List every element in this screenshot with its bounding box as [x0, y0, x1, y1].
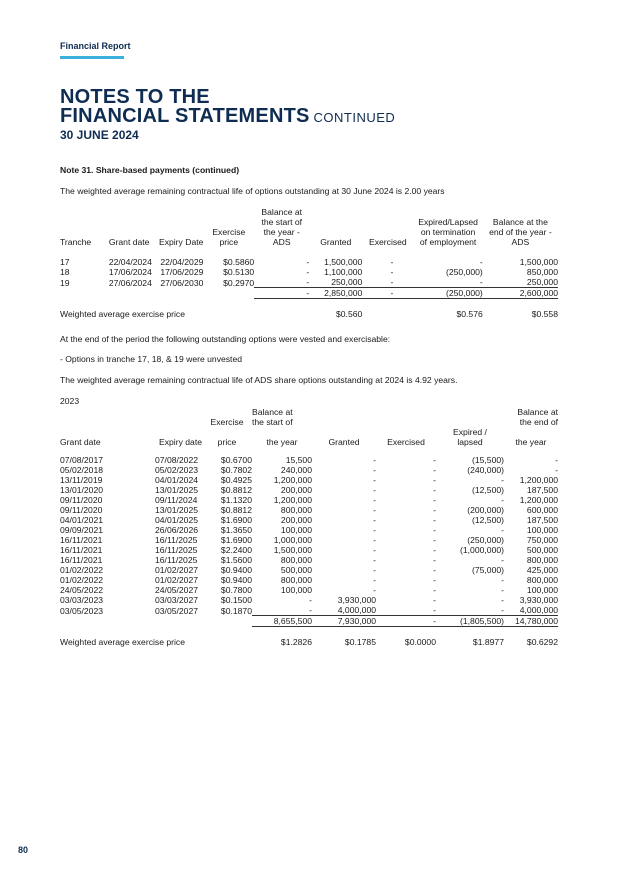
cell: 250,000: [309, 277, 362, 288]
cell: -: [373, 575, 376, 585]
table-row: [60, 535, 558, 545]
cell: $0.1500: [220, 595, 252, 605]
table-row: [60, 495, 558, 505]
cell: -: [373, 555, 376, 565]
vested-text: At the end of the period the following outstanding options were vested and exercisable:: [60, 334, 391, 344]
t2-h-balstart-2: the start of: [252, 417, 293, 427]
cell: (250,000): [467, 535, 504, 545]
cell: -: [254, 277, 309, 288]
cell: 03/03/2023: [60, 595, 104, 605]
cell: 17/06/2029: [160, 267, 204, 277]
table-row: [60, 605, 558, 616]
cell: 16/11/2025: [155, 535, 198, 545]
t1-h-tranche: Tranche: [60, 237, 92, 247]
cell: 1,200,000: [519, 475, 558, 485]
cell: -: [433, 535, 436, 545]
total-cell: (1,805,500): [436, 616, 504, 627]
t2-h-balend-3: the year: [515, 437, 547, 447]
cell: 26/06/2026: [155, 525, 199, 535]
cell: $0.2970: [223, 277, 255, 288]
cell: $0.6700: [220, 455, 252, 465]
cell: 100,000: [526, 525, 558, 535]
table-row: [60, 475, 558, 485]
cell: 05/02/2023: [155, 465, 199, 475]
t1-h-expired-1: Expired/Lapsed: [418, 217, 478, 227]
wavg-label: Weighted average exercise price: [60, 637, 185, 647]
wavg-cell: $1.8977: [472, 637, 504, 647]
wavg-row: [60, 309, 558, 319]
cell: 1,200,000: [273, 475, 312, 485]
total-cell: 7,930,000: [312, 616, 376, 627]
cell: 09/11/2020: [60, 495, 103, 505]
cell: -: [501, 525, 504, 535]
cell: -: [252, 605, 312, 616]
total-cell: -: [376, 616, 436, 627]
cell: 16/11/2021: [60, 535, 103, 545]
cell: 09/11/2024: [155, 495, 198, 505]
t2-h-exercise-2: price: [217, 437, 237, 447]
cell: 1,200,000: [519, 495, 558, 505]
cell: 13/11/2019: [60, 475, 103, 485]
t1-h-balstart-1: Balance at: [261, 207, 303, 217]
t1-h-balend-3: ADS: [511, 237, 530, 247]
page-number: 80: [18, 845, 29, 855]
year-heading: 2023: [60, 396, 80, 406]
wavg-cell: $0.0000: [404, 637, 436, 647]
cell: $1.3650: [220, 525, 252, 535]
cell: 1,500,000: [519, 257, 558, 267]
table-row: [60, 277, 558, 288]
t2-h-exercised: Exercised: [387, 437, 425, 447]
cell: -: [373, 485, 376, 495]
cell: 15,500: [285, 455, 312, 465]
cell: -: [433, 465, 436, 475]
cell: -: [373, 525, 376, 535]
cell: -: [501, 575, 504, 585]
cell: 850,000: [526, 267, 558, 277]
page-date: 30 JUNE 2024: [60, 128, 139, 142]
intro-text: The weighted average remaining contractual life of options outstanding at 30 June 2024 is 2.00 years: [60, 186, 445, 196]
cell: 07/08/2022: [155, 455, 199, 465]
table-row: [60, 267, 558, 277]
table-2024-options: [60, 207, 558, 319]
cell: 750,000: [526, 535, 558, 545]
cell: (75,000): [471, 565, 504, 575]
cell: -: [433, 525, 436, 535]
cell: -: [501, 585, 504, 595]
t1-h-balstart-4: ADS: [272, 237, 291, 247]
cell: -: [373, 495, 376, 505]
cell: 05/02/2018: [60, 465, 104, 475]
cell: 1,100,000: [324, 267, 363, 277]
page-title-main: FINANCIAL STATEMENTS: [60, 105, 310, 127]
cell: $0.4925: [220, 475, 252, 485]
cell: 07/08/2017: [60, 455, 104, 465]
cell: 03/05/2027: [155, 605, 199, 616]
cell: 200,000: [280, 515, 312, 525]
cell: 13/01/2025: [155, 505, 199, 515]
cell: -: [501, 475, 504, 485]
header-accent-bar: [60, 56, 124, 59]
cell: -: [479, 257, 483, 267]
cell: 13/01/2025: [155, 485, 199, 495]
cell: 3,930,000: [519, 595, 558, 605]
cell: 01/02/2022: [60, 575, 104, 585]
cell: 17/06/2024: [108, 267, 152, 277]
page-title-line1: NOTES TO THE: [60, 86, 210, 108]
t2-h-expired-2: lapsed: [457, 437, 483, 447]
cell: (200,000): [467, 505, 504, 515]
cell: -: [433, 495, 436, 505]
cell: 4,000,000: [504, 605, 558, 616]
t2-h-granted: Granted: [328, 437, 360, 447]
total-cell: 14,780,000: [504, 616, 558, 627]
wavg-cell: $0.576: [456, 309, 483, 319]
cell: (1,000,000): [460, 545, 504, 555]
cell: 16/11/2021: [60, 555, 103, 565]
cell: 4,000,000: [312, 605, 376, 616]
cell: -: [373, 505, 376, 515]
t1-h-granted: Granted: [320, 237, 352, 247]
table-row: [60, 565, 558, 575]
cell: -: [433, 505, 436, 515]
cell: 1,200,000: [273, 495, 312, 505]
cell: (250,000): [445, 267, 483, 277]
t1-h-balstart-3: the year -: [263, 227, 300, 237]
cell: -: [373, 565, 376, 575]
cell: $1.6900: [220, 535, 252, 545]
cell: 1,500,000: [273, 545, 312, 555]
wavg-label: Weighted average exercise price: [60, 309, 185, 319]
t1-h-balend-2: end of the year -: [489, 227, 552, 237]
table-row: [60, 257, 558, 267]
total-cell: -: [254, 288, 309, 299]
wavg-cell: $0.560: [336, 309, 363, 319]
cell: 100,000: [280, 585, 312, 595]
cell: -: [501, 595, 504, 605]
cell: 800,000: [280, 555, 312, 565]
cell: 03/05/2023: [60, 605, 104, 616]
cell: 16/11/2025: [155, 555, 198, 565]
cell: $0.9400: [220, 565, 252, 575]
t2-h-exercise-1: Exercise: [210, 417, 244, 427]
cell: -: [433, 515, 436, 525]
t1-h-exercised: Exercised: [368, 237, 407, 247]
cell: 27/06/2030: [160, 277, 204, 288]
cell: 04/01/2024: [155, 475, 199, 485]
cell: -: [501, 555, 504, 565]
cell: -: [373, 475, 376, 485]
table-row: [60, 465, 558, 475]
cell: 800,000: [526, 555, 558, 565]
cell: 04/01/2021: [60, 515, 104, 525]
cell: $0.8812: [220, 505, 252, 515]
cell: -: [306, 257, 310, 267]
cell: 03/03/2027: [155, 595, 199, 605]
t2-h-balend-2: the end of: [519, 417, 558, 427]
table-row: [60, 525, 558, 535]
cell: -: [390, 267, 394, 277]
t1-h-balstart-2: the start of: [261, 217, 303, 227]
cell: 100,000: [280, 525, 312, 535]
table-row: [60, 585, 558, 595]
cell: -: [555, 465, 558, 475]
page-title-continued: CONTINUED: [313, 110, 396, 125]
cell: -: [433, 455, 436, 465]
table-row: [60, 515, 558, 525]
cell: -: [433, 585, 436, 595]
cell: -: [433, 545, 436, 555]
cell: -: [433, 565, 436, 575]
cell: 800,000: [526, 575, 558, 585]
cell: 500,000: [526, 545, 558, 555]
cell: -: [373, 585, 376, 595]
cell: -: [433, 595, 436, 605]
wavg-cell: $0.558: [531, 309, 558, 319]
cell: -: [433, 555, 436, 565]
total-cell: 2,850,000: [309, 288, 362, 299]
t2-h-grant: Grant date: [60, 437, 101, 447]
t1-h-exercise-1: Exercise: [212, 227, 246, 237]
cell: -: [373, 515, 376, 525]
cell: 200,000: [280, 485, 312, 495]
t1-h-expired-2: on termination: [420, 227, 476, 237]
cell: 13/01/2020: [60, 485, 104, 495]
wavg-cell: $1.2826: [280, 637, 312, 647]
cell: $1.6900: [220, 515, 252, 525]
cell: 600,000: [526, 505, 558, 515]
t2-h-balend-1: Balance at: [517, 407, 558, 417]
cell: $1.1320: [220, 495, 252, 505]
cell: $0.5130: [223, 267, 255, 277]
t1-h-balend-1: Balance at the: [492, 217, 548, 227]
cell: 500,000: [280, 565, 312, 575]
note-heading: Note 31. Share-based payments (continued): [60, 165, 240, 175]
cell: 240,000: [280, 465, 312, 475]
cell: -: [413, 277, 482, 288]
cell: 3,930,000: [337, 595, 376, 605]
total-cell: 8,655,500: [252, 616, 312, 627]
cell: 1,000,000: [273, 535, 312, 545]
t1-h-expired-3: of employment: [419, 237, 477, 247]
cell: $0.5860: [223, 257, 255, 267]
cell: -: [373, 455, 376, 465]
cell: 24/05/2027: [155, 585, 199, 595]
cell: -: [433, 485, 436, 495]
page-title-line2: [60, 106, 395, 128]
cell: $1.5600: [220, 555, 252, 565]
cell: (12,500): [471, 515, 504, 525]
cell: 800,000: [280, 505, 312, 515]
cell: $0.7802: [220, 465, 252, 475]
table-total-row: [60, 616, 558, 627]
cell: 24/05/2022: [60, 585, 104, 595]
cell: 01/02/2027: [155, 565, 199, 575]
cell: 17: [60, 257, 70, 267]
cell: (240,000): [467, 465, 504, 475]
cell: -: [433, 475, 436, 485]
cell: $2.2400: [220, 545, 252, 555]
cell: 16/11/2021: [60, 545, 103, 555]
cell: -: [436, 605, 504, 616]
cell: -: [376, 605, 436, 616]
table-total-row: [60, 288, 558, 299]
cell: $0.7800: [220, 585, 252, 595]
cell: 425,000: [526, 565, 558, 575]
cell: 250,000: [483, 277, 558, 288]
cell: $0.8812: [220, 485, 252, 495]
t2-h-expiry: Expiry date: [159, 437, 202, 447]
cell: $0.9400: [220, 575, 252, 585]
cell: 1,500,000: [324, 257, 363, 267]
table-row: [60, 455, 558, 465]
cell: 27/06/2024: [108, 277, 152, 288]
ads-life-text: The weighted average remaining contractual life of ADS share options outstanding at 2024 is 4.92 years.: [60, 375, 458, 385]
total-cell: (250,000): [413, 288, 482, 299]
cell: (12,500): [471, 485, 504, 495]
cell: -: [373, 535, 376, 545]
cell: 16/11/2025: [155, 545, 198, 555]
cell: -: [309, 595, 312, 605]
table-row: [60, 485, 558, 495]
t1-h-grant: Grant date: [108, 237, 150, 247]
cell: $0.1870: [220, 605, 252, 616]
cell: -: [555, 455, 558, 465]
cell: -: [390, 257, 394, 267]
total-cell: -: [362, 288, 413, 299]
cell: -: [501, 495, 504, 505]
wavg-cell: $0.6292: [526, 637, 558, 647]
cell: 19: [60, 277, 70, 288]
unvested-text: - Options in tranche 17, 18, & 19 were unvested: [60, 354, 243, 364]
table-row: [60, 555, 558, 565]
table-2023-options: [60, 407, 558, 647]
t1-h-expiry: Expiry Date: [158, 237, 204, 247]
t1-h-exercise-2: price: [219, 237, 239, 247]
table-row: [60, 505, 558, 515]
cell: -: [306, 267, 310, 277]
cell: 22/04/2024: [108, 257, 152, 267]
cell: -: [362, 277, 413, 288]
wavg-row: [60, 637, 558, 647]
cell: 18: [60, 267, 70, 277]
cell: 187,500: [526, 515, 558, 525]
cell: 04/01/2025: [155, 515, 199, 525]
cell: 800,000: [280, 575, 312, 585]
table-row: [60, 595, 558, 605]
wavg-cell: $0.1785: [344, 637, 376, 647]
t2-h-balstart-1: Balance at: [252, 407, 293, 417]
cell: 01/02/2027: [155, 575, 199, 585]
cell: -: [373, 545, 376, 555]
cell: 01/02/2022: [60, 565, 104, 575]
cell: -: [433, 575, 436, 585]
total-cell: 2,600,000: [483, 288, 558, 299]
cell: -: [373, 465, 376, 475]
report-label: Financial Report: [60, 41, 131, 51]
t2-h-expired-1: Expired /: [453, 427, 487, 437]
table-row: [60, 545, 558, 555]
cell: 22/04/2029: [160, 257, 204, 267]
cell: (15,500): [471, 455, 504, 465]
cell: 187,500: [526, 485, 558, 495]
cell: 09/11/2020: [60, 505, 103, 515]
t2-h-balstart-3: the year: [266, 437, 298, 447]
table-row: [60, 575, 558, 585]
cell: 09/09/2021: [60, 525, 104, 535]
cell: 100,000: [526, 585, 558, 595]
